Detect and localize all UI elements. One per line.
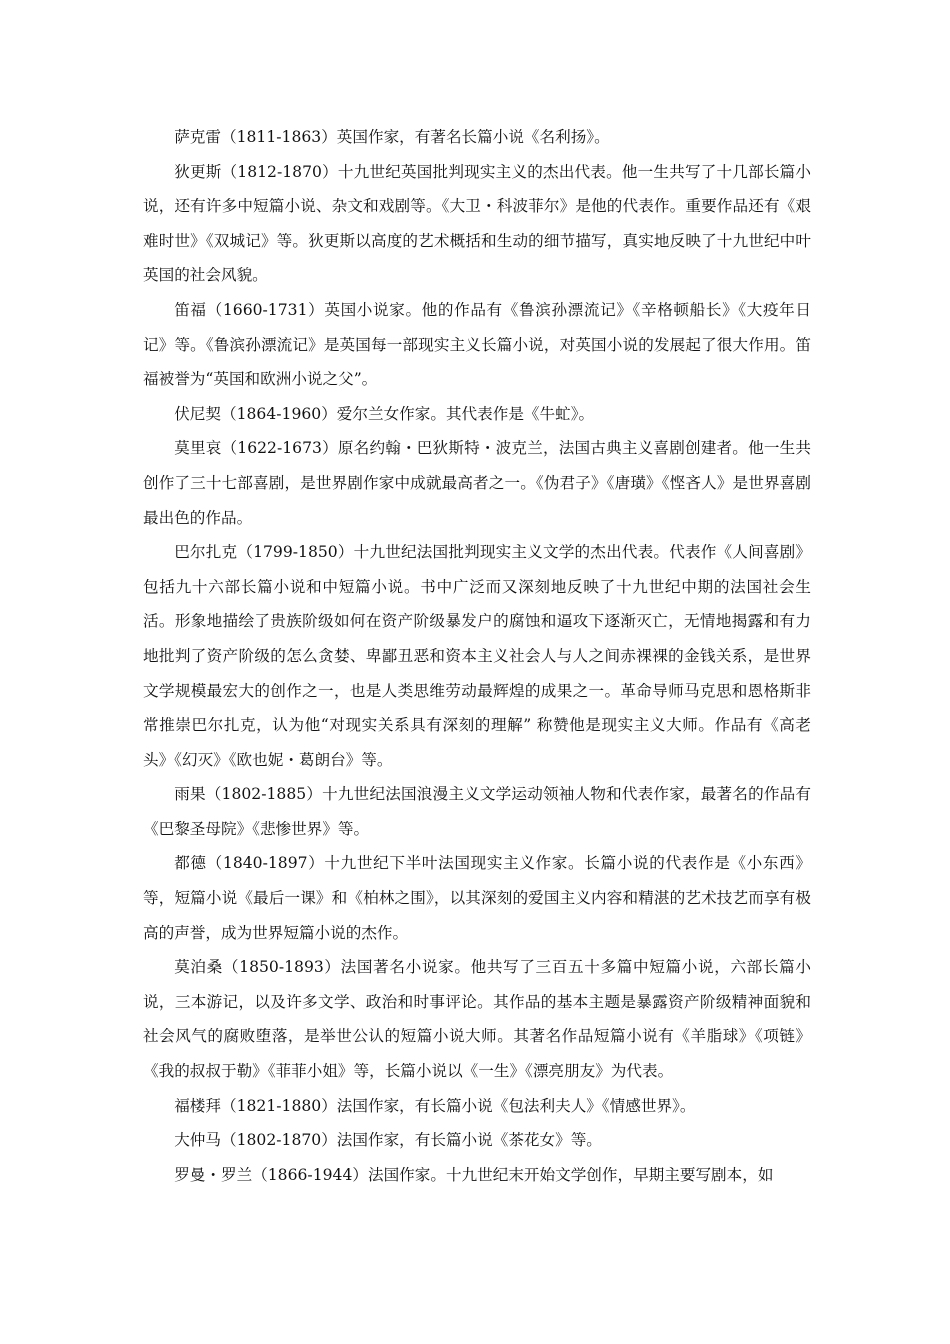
document-body xyxy=(143,120,811,1192)
paragraph-thackeray: 萨克雷（1811-1863）英国作家，有著名长篇小说《名利扬》。 xyxy=(174,128,610,146)
paragraph-moliere: 莫里哀（1622-1673）原名约翰・巴狄斯特・波克兰，法国古典主义喜剧创建者。他一生共创作了三十七部喜剧，是世界剧作家中成就最高者之一。《伪君子》《唐璜》《悭吝人》是世界喜剧最出色的作品。 xyxy=(143,439,811,527)
paragraph-maupassant: 莫泊桑（1850-1893）法国著名小说家。他共写了三百五十多篇中短篇小说，六部长篇小说，三本游记，以及许多文学、政治和时事评论。其作品的基本主题是暴露资产阶级精神面貌和社会风气的腐败堕落，是举世公认的短篇小说大师。其著名作品短篇小说有《羊脂球》《项链》《我的叔叔于勒》《菲菲小姐》等，长篇小说以《一生》《漂亮朋友》为代表。 xyxy=(143,958,811,1081)
paragraph-flaubert: 福楼拜（1821-1880）法国作家，有长篇小说《包法利夫人》《情感世界》。 xyxy=(174,1096,696,1115)
paragraph-daudet: 都德（1840-1897）十九世纪下半叶法国现实主义作家。长篇小说的代表作是《小东西》等，短篇小说《最后一课》和《柏林之围》，以其深刻的爱国主义内容和精湛的艺术技艺而享有极高的声誉，成为世界短篇小说的杰作。 xyxy=(143,854,811,942)
paragraph-dumas: 大仲马（1802-1870）法国作家，有长篇小说《茶花女》等。 xyxy=(174,1131,602,1150)
paragraph-dickens: 狄更斯（1812-1870）十九世纪英国批判现实主义的杰出代表。他一生共写了十几部长篇小说，还有许多中短篇小说、杂文和戏剧等。《大卫・科波菲尔》是他的代表作。重要作品还有《艰难时世》《双城记》等。狄更斯以高度的艺术概括和生动的细节描写，真实地反映了十九世纪中叶英国的社会风貌。 xyxy=(143,162,811,285)
paragraph-balzac: 巴尔扎克（1799-1850）十九世纪法国批判现实主义文学的杰出代表。代表作《人间喜剧》包括九十六部长篇小说和中短篇小说。书中广泛而又深刻地反映了十九世纪中期的法国社会生活。形象地描绘了贵族阶级如何在资产阶级暴发户的腐蚀和逼攻下逐渐灭亡，无情地揭露和有力地批判了资产阶级的怎么贪婪、卑鄙丑恶和资本主义社会人与人之间赤裸裸的金钱关系，是世界文学规模最宏大的创作之一，也是人类思维劳动最辉煌的成果之一。革命导师马克思和恩格斯非常推崇巴尔扎克，认为他“对现实关系具有深刻的理解” 称赞他是现实主义大师。作品有《高老头》《幻灭》《欧也妮・葛朗台》等。 xyxy=(143,543,811,769)
paragraph-voynich: 伏尼契（1864-1960）爱尔兰女作家。其代表作是《牛虻》。 xyxy=(174,404,595,423)
paragraph-hugo: 雨果（1802-1885）十九世纪法国浪漫主义文学运动领袖人物和代表作家，最著名的作品有《巴黎圣母院》《悲惨世界》等。 xyxy=(143,785,811,838)
paragraph-rolland: 罗曼・罗兰（1866-1944）法国作家。十九世纪末开始文学创作，早期主要写剧本，如 xyxy=(174,1165,774,1184)
paragraph-defoe: 笛福（1660-1731）英国小说家。他的作品有《鲁滨孙漂流记》《辛格顿船长》《大疫年日记》等。《鲁滨孙漂流记》是英国每一部现实主义长篇小说，对英国小说的发展起了很大作用。笛福被誉为“英国和欧洲小说之父”。 xyxy=(143,300,811,389)
